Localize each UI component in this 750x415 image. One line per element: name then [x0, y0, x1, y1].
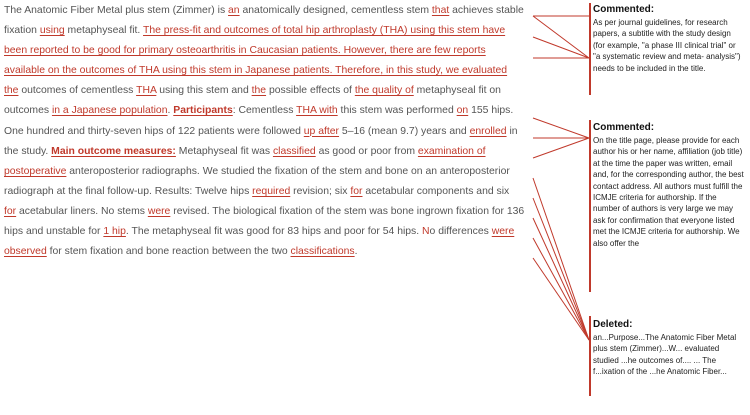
comment-1-body: As per journal guidelines, for research papers, a subtitle with the study design (for example, "a phase III clinical trial" or "a systematic review and meta- analysis") needs to be included in the title.	[593, 18, 741, 73]
tracked-change-text[interactable]: for	[4, 205, 17, 217]
tracked-change-text[interactable]: enrolled	[469, 125, 507, 137]
body-text: o differences	[429, 226, 492, 238]
body-text: radiograph at the final follow-up. Results: Twelve hips	[4, 185, 253, 197]
body-text: this stem was performed	[337, 105, 457, 117]
body-text: fixation	[4, 25, 40, 37]
document-line	[4, 61, 519, 81]
comment-1-title: Commented:	[593, 4, 655, 15]
body-text: The Anatomic Fiber Metal plus stem (Zimmer) is	[4, 5, 229, 16]
body-text: 155 hips.	[468, 105, 514, 117]
comment-3[interactable]	[593, 318, 745, 378]
comment-bar-1	[589, 3, 591, 95]
tracked-change-text[interactable]: were	[491, 226, 515, 238]
tracked-change-text[interactable]: the	[4, 85, 19, 97]
body-text: 5–16 (mean 9.7) years and	[339, 125, 470, 137]
body-text: One hundred and thirty-seven hips of 122 patients were followed	[4, 125, 304, 137]
body-text: for stem fixation and bone reaction between the two	[46, 246, 291, 258]
comment-1[interactable]	[593, 3, 745, 74]
tracked-change-text[interactable]: on	[456, 105, 469, 117]
body-text: the study.	[4, 145, 52, 157]
tracked-change-text[interactable]: observed	[4, 246, 47, 258]
body-text: anteroposterior radiographs. We studied the fixation of the stem and bone on an anteroposterior	[66, 165, 510, 177]
body-text: metaphyseal fit on	[413, 85, 501, 97]
tracked-change-text[interactable]: The press-fit and outcomes of total hip arthroplasty (THA) using this stem have	[143, 25, 506, 37]
body-text: outcomes of cementless	[18, 85, 137, 97]
document-line	[4, 81, 519, 101]
tracked-change-text[interactable]: the	[251, 85, 267, 97]
document-line	[4, 242, 519, 262]
document-line	[4, 1, 524, 21]
body-text: outcomes	[4, 105, 52, 117]
body-text: possible effects of	[266, 85, 355, 97]
body-text: using this stem and	[156, 85, 252, 97]
tracked-change-text[interactable]: postoperative	[4, 165, 67, 177]
body-text: as good or poor from	[315, 145, 418, 157]
document-line	[4, 182, 519, 202]
body-text: in	[506, 125, 518, 137]
body-text: metaphyseal fit.	[64, 25, 144, 37]
document-line	[4, 101, 519, 121]
document-line	[4, 21, 519, 41]
body-text: . The metaphyseal fit was good for 83 hips and poor for 54 hips.	[125, 226, 423, 238]
tracked-change-text[interactable]: in a Japanese population	[51, 105, 168, 117]
body-text: revision; six	[290, 185, 351, 197]
comment-2-body: On the title page, please provide for each author his or her name, affiliation (job title) at the time the paper was written, email and, for the corresponding author, the best contact address. All authors must fulfill the ICMJE criteria for authorship. If the number of authors is very large we may ask for confirmation that everyone listed met the ICMJE criteria for authorship. We also offer the	[593, 136, 744, 248]
comment-bar-3	[589, 316, 591, 396]
tracked-change-text[interactable]: THA with	[296, 105, 338, 117]
comment-3-title: Deleted:	[593, 319, 633, 330]
tracked-change-text[interactable]: 1 hip	[103, 226, 126, 238]
comment-bar-2	[589, 120, 591, 292]
body-text: acetabular components and six	[362, 185, 510, 197]
body-text: anatomically designed, cementless stem	[239, 5, 432, 16]
document-line	[4, 122, 519, 142]
body-text: achieves stable	[449, 5, 524, 16]
tracked-change-text[interactable]: were	[147, 205, 171, 217]
body-text: Metaphyseal fit was	[175, 145, 273, 157]
comment-2[interactable]	[593, 121, 745, 249]
body-text: acetabular liners. No stems	[16, 205, 148, 217]
body-text: revised. The biological fixation of the stem was bone ingrown fixation for 136	[170, 205, 525, 217]
tracked-change-text[interactable]: Participants	[173, 105, 233, 117]
tracked-change-text[interactable]: classified	[272, 145, 316, 157]
comment-2-title: Commented:	[593, 122, 655, 133]
comment-3-body: an...Purpose...The Anatomic Fiber Metal plus stem (Zimmer)...W... evaluated studied ...he outcomes of.... ... The f...ixation of the ...he Anatomic Fiber...	[593, 333, 737, 377]
document-body	[4, 1, 525, 262]
tracked-change-text[interactable]: been reported to be good for primary osteoarthritis in Caucasian patients. However, there are few reports	[4, 45, 486, 57]
document-line	[4, 222, 519, 242]
document-line	[4, 162, 519, 182]
body-text: .	[354, 246, 358, 258]
tracked-change-text[interactable]: up after	[303, 125, 340, 137]
body-text: : Cementless	[232, 105, 297, 117]
tracked-change-text[interactable]: available on the outcomes of THA using this stem in Japanese patients. Therefore, in this study, we evaluated	[4, 65, 508, 77]
tracked-change-text[interactable]: the quality of	[354, 85, 414, 97]
document-line	[4, 41, 519, 61]
tracked-change-text[interactable]: Main outcome measures:	[51, 145, 176, 157]
document-line	[4, 142, 519, 162]
tracked-change-text[interactable]: N	[422, 226, 430, 238]
tracked-change-text[interactable]: an	[228, 5, 240, 16]
document-line	[4, 202, 525, 222]
tracked-change-text[interactable]: examination of	[417, 145, 486, 157]
tracked-change-text[interactable]: required	[252, 185, 291, 197]
tracked-change-text[interactable]: for	[350, 185, 363, 197]
tracked-change-text[interactable]: that	[431, 5, 450, 16]
tracked-change-text[interactable]: using	[39, 25, 65, 37]
tracked-change-text[interactable]: classifications	[290, 246, 355, 258]
body-text: hips and unstable for	[4, 226, 104, 238]
body-text: .	[167, 105, 174, 117]
tracked-change-text[interactable]: THA	[136, 85, 157, 97]
